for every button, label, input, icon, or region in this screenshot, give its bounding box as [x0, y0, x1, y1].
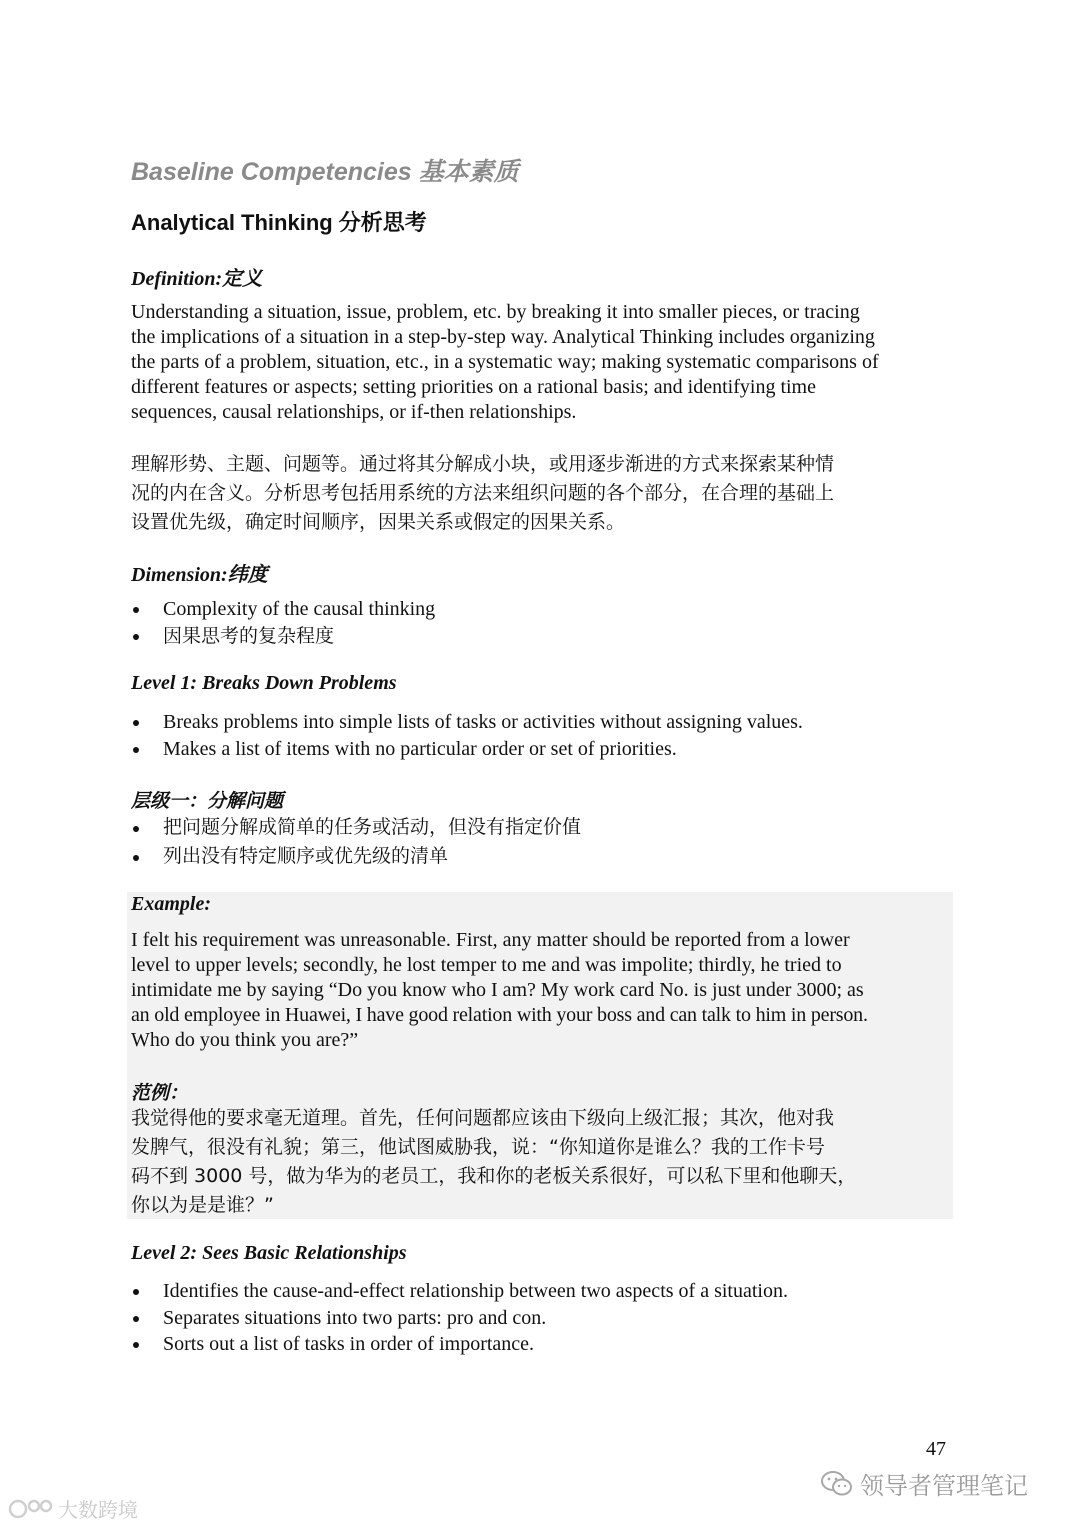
text-line: an old employee in Huawei, I have good relation with your boss and can talk to him in person.	[131, 1004, 868, 1026]
wechat-icon	[820, 1470, 854, 1498]
list-item: 列出没有特定顺序或优先级的清单	[131, 842, 961, 871]
list-item: Separates situations into two parts: pro and con.	[131, 1305, 961, 1332]
level1-heading: Level 1: Breaks Down Problems	[131, 672, 397, 694]
text-line: I felt his requirement was unreasonable. First, any matter should be reported from a lower	[131, 929, 850, 951]
bullet-icon	[133, 826, 139, 832]
text-line: the implications of a situation in a step-by-step way. Analytical Thinking includes organizing	[131, 326, 875, 348]
watermark-right-text: 领导者管理笔记	[860, 1472, 1028, 1500]
text-line: the parts of a problem, situation, etc., in a systematic way; making systematic comparisons of	[131, 351, 879, 373]
level2-list	[131, 1278, 961, 1358]
text-line: sequences, causal relationships, or if-then relationships.	[131, 401, 577, 423]
list-item: Sorts out a list of tasks in order of importance.	[131, 1331, 961, 1358]
list-item: Identifies the cause-and-effect relationship between two aspects of a situation.	[131, 1278, 961, 1305]
text-line: 码不到 3000 号，做为华为的老员工，我和你的老板关系很好，可以私下里和他聊天，	[131, 1165, 857, 1187]
text-line: different features or aspects; setting priorities on a rational basis; and identifying time	[131, 376, 816, 398]
logo-icon	[8, 1497, 54, 1521]
bullet-icon	[133, 1316, 139, 1322]
bullet-icon	[133, 747, 139, 753]
watermark-left	[8, 1494, 138, 1523]
level1-list	[131, 709, 961, 762]
definition-en-paragraph	[131, 300, 961, 425]
list-item: Complexity of the causal thinking	[131, 596, 961, 623]
text-line: intimidate me by saying “Do you know who I am? My work card No. is just under 3000; as	[131, 979, 864, 1001]
text-line: 你以为是是谁？”	[131, 1194, 274, 1216]
text-line: Understanding a situation, issue, problem, etc. by breaking it into smaller pieces, or tracing	[131, 301, 860, 323]
example-heading: Example:	[131, 893, 211, 915]
list-item: Breaks problems into simple lists of tasks or activities without assigning values.	[131, 709, 961, 736]
bullet-icon	[133, 720, 139, 726]
dimension-heading: Dimension:纬度	[131, 564, 268, 586]
list-item: 因果思考的复杂程度	[131, 623, 961, 650]
example-cn-paragraph	[131, 1104, 951, 1220]
main-title: Analytical Thinking 分析思考	[131, 210, 427, 235]
definition-heading: Definition:定义	[131, 268, 263, 290]
list-item: Makes a list of items with no particular order or set of priorities.	[131, 736, 961, 763]
example-en-paragraph	[131, 928, 957, 1053]
bullet-icon	[133, 634, 139, 640]
text-line: Who do you think you are?”	[131, 1029, 359, 1051]
page-number: 47	[926, 1438, 946, 1460]
bullet-icon	[133, 1289, 139, 1295]
level2-heading: Level 2: Sees Basic Relationships	[131, 1242, 407, 1264]
text-line: level to upper levels; secondly, he lost temper to me and was impolite; thirdly, he tried to	[131, 954, 842, 976]
section-title: Baseline Competencies 基本素质	[131, 158, 519, 186]
watermark-right	[820, 1466, 1028, 1501]
watermark-left-text: 大数跨境	[58, 1498, 138, 1522]
level1-cn-list	[131, 813, 961, 871]
list-item: 把问题分解成简单的任务或活动，但没有指定价值	[131, 813, 961, 842]
text-line: 况的内在含义。分析思考包括用系统的方法来组织问题的各个部分，在合理的基础上	[131, 482, 835, 504]
bullet-icon	[133, 1342, 139, 1348]
text-line: 设置优先级，确定时间顺序，因果关系或假定的因果关系。	[131, 511, 626, 533]
text-line: 理解形势、主题、问题等。通过将其分解成小块，或用逐步渐进的方式来探索某种情	[131, 453, 835, 475]
dimension-list	[131, 596, 961, 649]
bullet-icon	[133, 855, 139, 861]
text-line: 发脾气，很没有礼貌；第三，他试图威胁我，说：“你知道你是谁么？我的工作卡号	[131, 1136, 825, 1158]
example-cn-heading: 范例：	[131, 1082, 189, 1104]
bullet-icon	[133, 607, 139, 613]
level1-cn-heading: 层级一：分解问题	[131, 790, 284, 812]
text-line: 我觉得他的要求毫无道理。首先，任何问题都应该由下级向上级汇报；其次，他对我	[131, 1107, 835, 1129]
definition-cn-paragraph	[131, 450, 951, 537]
